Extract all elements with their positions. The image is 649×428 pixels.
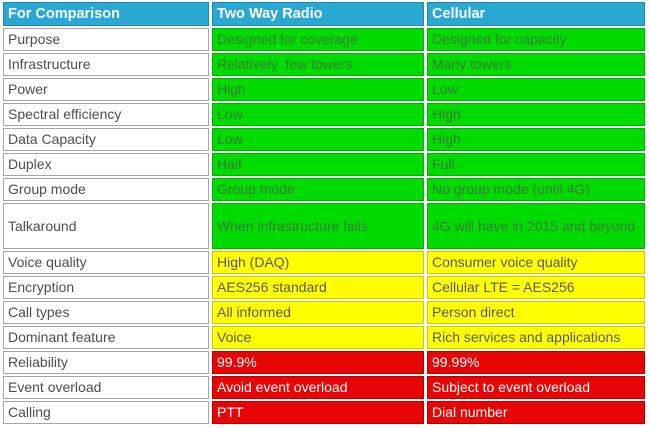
cellular-value-cell: Many towers <box>427 53 645 76</box>
feature-cell: Infrastructure <box>3 53 209 76</box>
feature-cell: Purpose <box>3 28 209 51</box>
cellular-value-cell: No group mode (until 4G) <box>427 178 645 201</box>
feature-cell: Reliability <box>3 351 209 374</box>
cellular-value-cell: 4G will have in 2015 and beyond <box>427 203 645 249</box>
radio-value-cell: AES256 standard <box>212 276 424 299</box>
radio-value-cell: High <box>212 78 424 101</box>
table-row <box>3 251 645 274</box>
feature-cell: Duplex <box>3 153 209 176</box>
table-row <box>3 53 645 76</box>
radio-value-cell: Relatively few towers <box>212 53 424 76</box>
feature-cell: Call types <box>3 301 209 324</box>
cellular-value-cell: Dial number <box>427 401 645 424</box>
radio-value-cell: When infrastructure fails <box>212 203 424 249</box>
cellular-value-cell: Low <box>427 78 645 101</box>
feature-cell: Dominant feature <box>3 326 209 349</box>
table-row <box>3 28 645 51</box>
table-row <box>3 178 645 201</box>
radio-value-cell: Avoid event overload <box>212 376 424 399</box>
table-row <box>3 103 645 126</box>
feature-cell: Voice quality <box>3 251 209 274</box>
radio-value-cell: PTT <box>212 401 424 424</box>
cellular-value-cell: Rich services and applications <box>427 326 645 349</box>
feature-cell: Talkaround <box>3 203 209 249</box>
feature-cell: Calling <box>3 401 209 424</box>
header-row <box>3 2 645 26</box>
table-row <box>3 128 645 151</box>
feature-cell: Data Capacity <box>3 128 209 151</box>
radio-value-cell: Designed for coverage <box>212 28 424 51</box>
table-row <box>3 203 645 249</box>
cellular-value-cell: Subject to event overload <box>427 376 645 399</box>
feature-cell: Encryption <box>3 276 209 299</box>
cellular-value-cell: High <box>427 128 645 151</box>
feature-cell: Spectral efficiency <box>3 103 209 126</box>
radio-value-cell: High (DAQ) <box>212 251 424 274</box>
table-body <box>3 28 645 424</box>
cellular-value-cell: High <box>427 103 645 126</box>
radio-value-cell: Half <box>212 153 424 176</box>
table-row <box>3 153 645 176</box>
radio-value-cell: All informed <box>212 301 424 324</box>
header-two-way-radio: Two Way Radio <box>212 2 424 26</box>
header-cellular: Cellular <box>427 2 645 26</box>
table-row <box>3 351 645 374</box>
header-for-comparison: For Comparison <box>3 2 209 26</box>
cellular-value-cell: Designed for capacity <box>427 28 645 51</box>
table-row <box>3 376 645 399</box>
cellular-value-cell: Person direct <box>427 301 645 324</box>
radio-value-cell: Low <box>212 128 424 151</box>
table-row <box>3 401 645 424</box>
cellular-value-cell: Consumer voice quality <box>427 251 645 274</box>
feature-cell: Event overload <box>3 376 209 399</box>
radio-value-cell: Low <box>212 103 424 126</box>
radio-value-cell: Group mode <box>212 178 424 201</box>
feature-cell: Group mode <box>3 178 209 201</box>
table-row <box>3 276 645 299</box>
table-row <box>3 301 645 324</box>
radio-value-cell: 99.9% <box>212 351 424 374</box>
cellular-value-cell: Cellular LTE = AES256 <box>427 276 645 299</box>
table-row <box>3 78 645 101</box>
cellular-value-cell: 99.99% <box>427 351 645 374</box>
radio-value-cell: Voice <box>212 326 424 349</box>
table-row <box>3 326 645 349</box>
feature-cell: Power <box>3 78 209 101</box>
cellular-value-cell: Full <box>427 153 645 176</box>
